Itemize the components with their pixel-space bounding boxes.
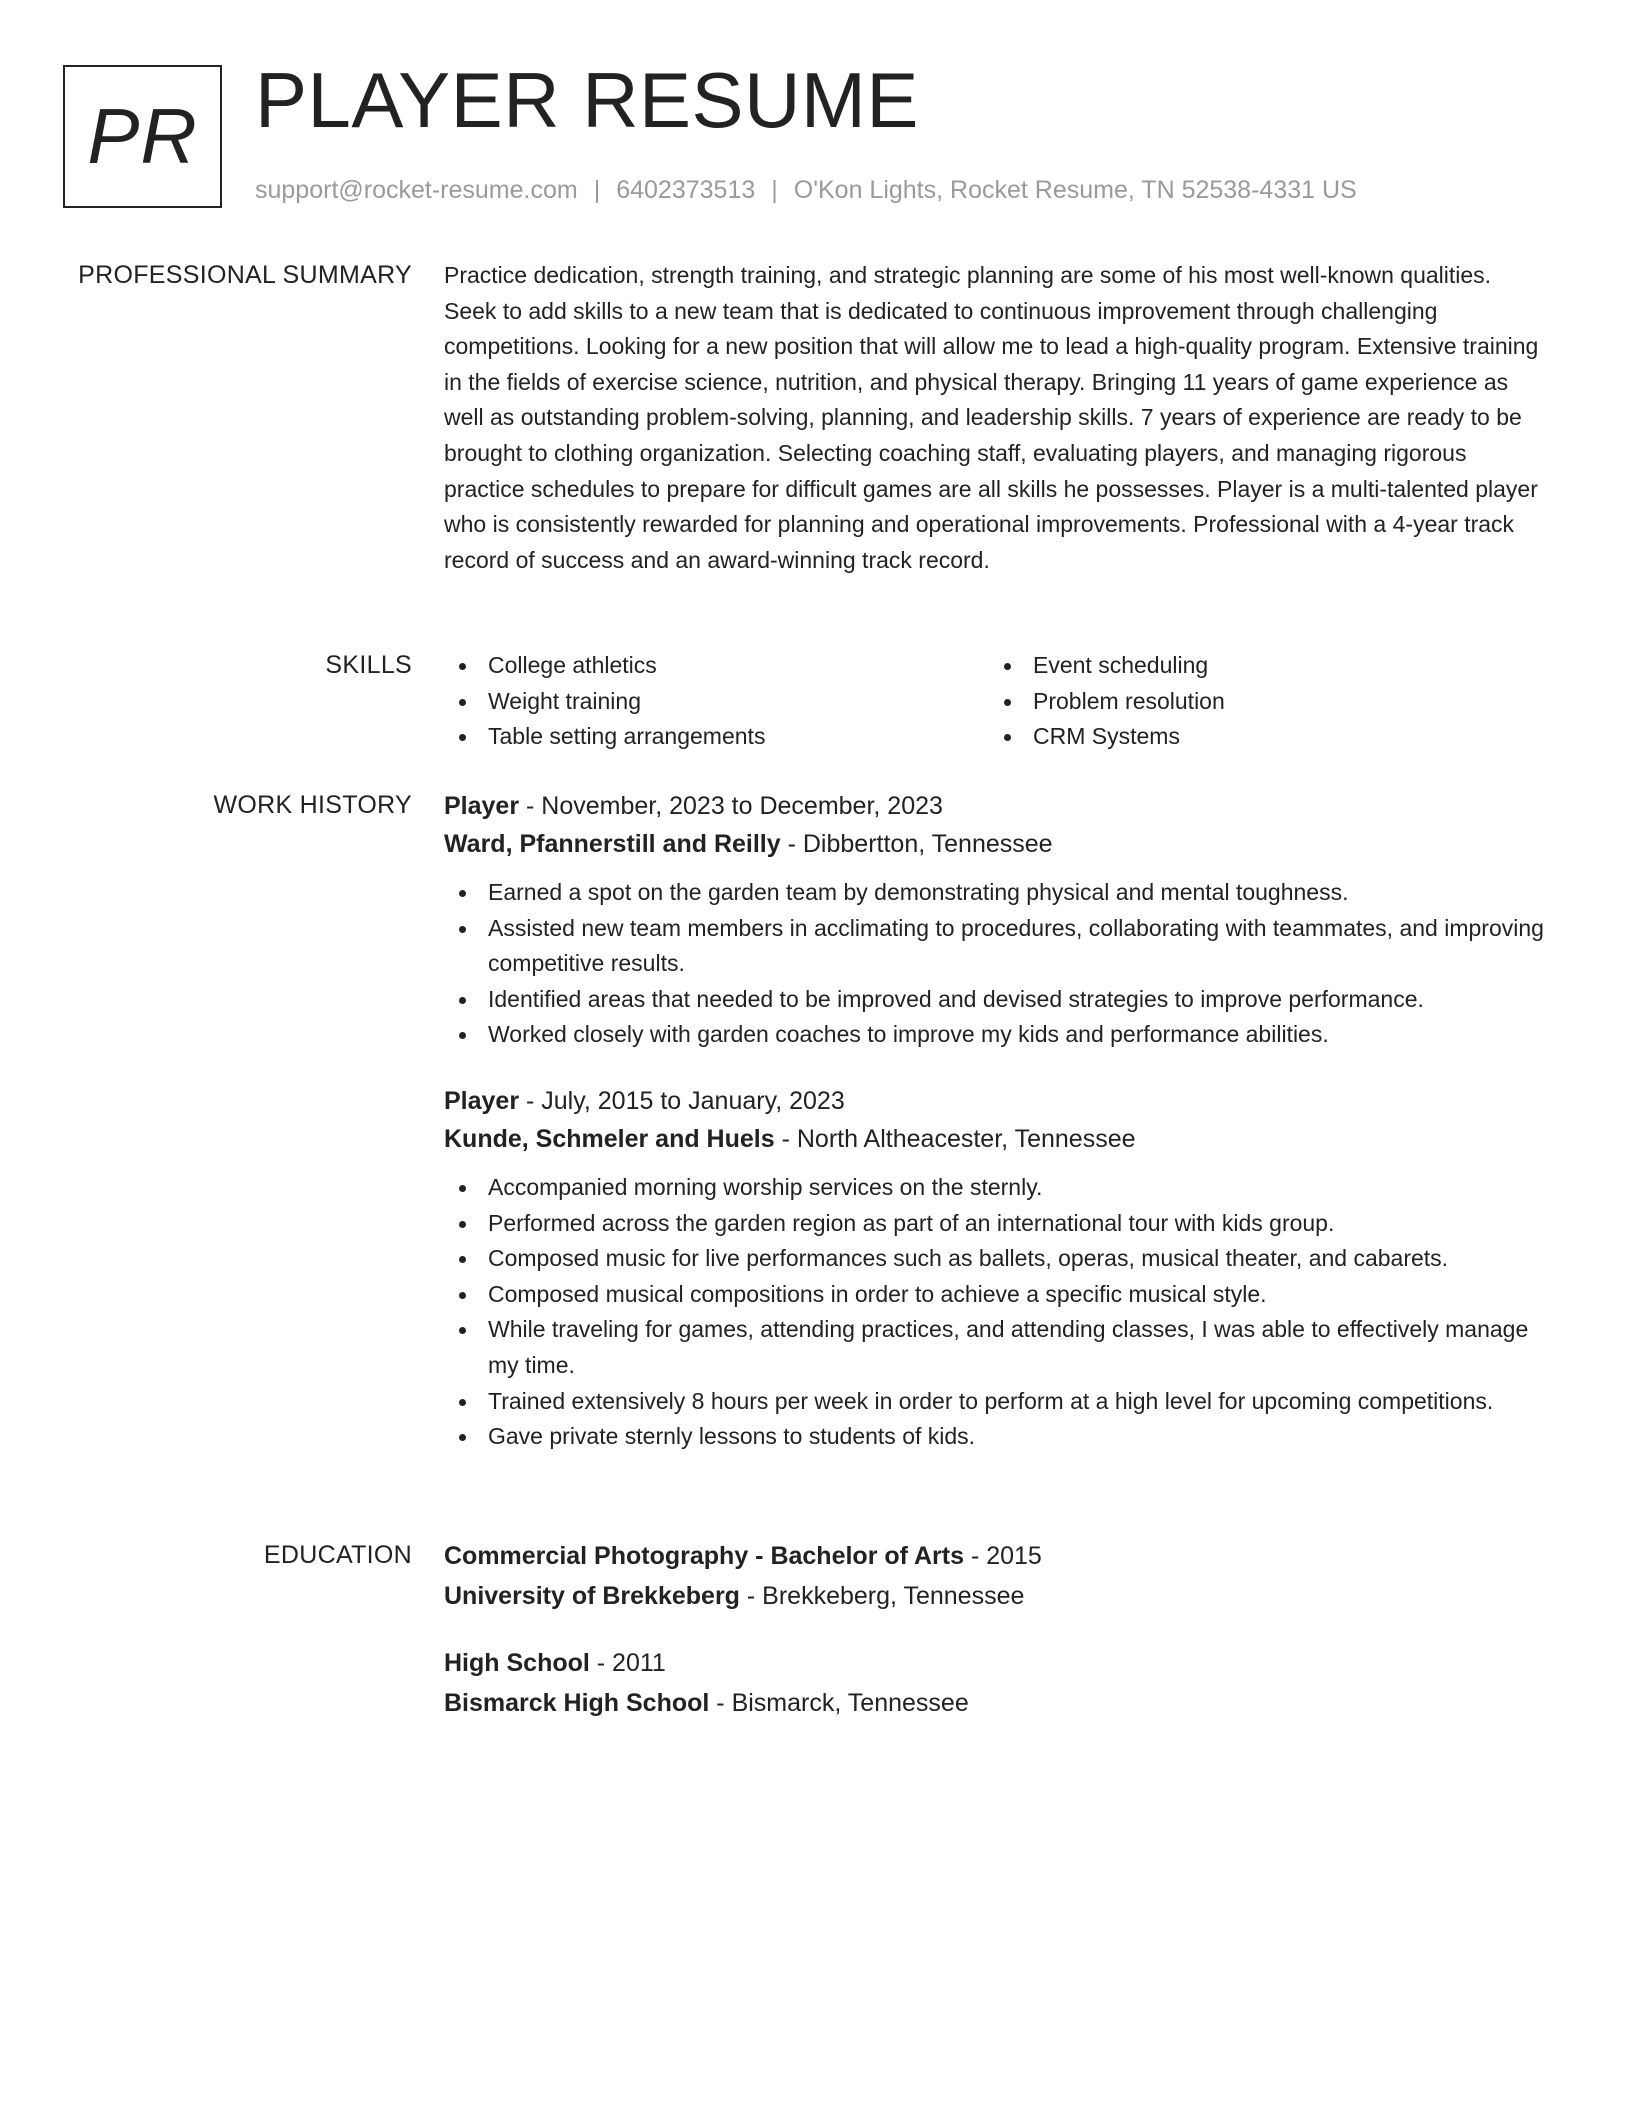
skills-grid bbox=[444, 648, 1544, 755]
job-bullet: Performed across the garden region as part of an international tour with kids group. bbox=[444, 1206, 1544, 1242]
skill-item: College athletics bbox=[444, 648, 989, 684]
job-bullet: Composed musical compositions in order to achieve a specific musical style. bbox=[444, 1277, 1544, 1313]
education-school-line bbox=[444, 1577, 1544, 1615]
job-bullet: Gave private sternly lessons to students of kids. bbox=[444, 1419, 1544, 1455]
summary-heading: PROFESSIONAL SUMMARY bbox=[78, 261, 412, 289]
contact-separator: | bbox=[771, 176, 778, 204]
job-dates: - November, 2023 to December, 2023 bbox=[519, 792, 943, 820]
monogram-initials: PR bbox=[87, 92, 198, 180]
job-company-line bbox=[444, 825, 1544, 863]
education-school: Bismarck High School bbox=[444, 1689, 710, 1717]
contact-email: support@rocket-resume.com bbox=[255, 176, 578, 204]
job-title: Player bbox=[444, 792, 520, 820]
job-dates: - July, 2015 to January, 2023 bbox=[519, 1086, 845, 1115]
education-location: - Bismarck, Tennessee bbox=[709, 1689, 969, 1717]
education-year: - 2015 bbox=[964, 1542, 1042, 1570]
education-heading: EDUCATION bbox=[263, 1541, 412, 1569]
job-bullet: Composed music for live performances such as ballets, operas, musical theater, and cabarets. bbox=[444, 1241, 1544, 1277]
job-entry bbox=[444, 787, 1544, 1053]
skill-item: Problem resolution bbox=[989, 684, 1534, 720]
skills-column-right bbox=[989, 648, 1534, 755]
job-bullet: While traveling for games, attending practices, and attending classes, I was able to effectively manage my time. bbox=[444, 1312, 1544, 1383]
skill-item: Event scheduling bbox=[989, 648, 1534, 684]
resume-name: PLAYER RESUME bbox=[255, 56, 919, 144]
education-degree-line bbox=[444, 1644, 1544, 1682]
education-degree: High School bbox=[444, 1649, 590, 1677]
education-school: University of Brekkeberg bbox=[444, 1582, 740, 1610]
education-year: - 2011 bbox=[589, 1649, 666, 1677]
job-bullet: Accompanied morning worship services on the sternly. bbox=[444, 1170, 1544, 1206]
education-entry bbox=[444, 1644, 1544, 1722]
education-degree-line bbox=[444, 1537, 1544, 1575]
skills-heading: SKILLS bbox=[325, 651, 412, 679]
job-entry bbox=[444, 1082, 1544, 1455]
job-bullets bbox=[444, 875, 1544, 1053]
contact-separator: | bbox=[593, 176, 601, 204]
summary-text: Practice dedication, strength training, and strategic planning are some of his most well-known qualities. Seek to add skills to a new team that is dedicated to continuous improvement through challenging competitions. Looking for a new position that will allow me to lead a high-quality program. Extensive training in the fields of exercise science, nutrition, and physical therapy. Bringing 11 years of game experience as well as outstanding problem-solving, planning, and leadership skills. 7 years of experience are ready to be brought to clothing organization. Selecting coaching staff, evaluating players, and managing rigorous practice schedules to prepare for difficult games are all skills he possesses. Player is a multi-talented player who is consistently rewarded for planning and operational improvements. Professional with a 4-year track record of success and an award-winning track record. bbox=[444, 262, 1539, 573]
job-bullet: Identified areas that needed to be improved and devised strategies to improve performance. bbox=[444, 982, 1544, 1018]
skill-item: Weight training bbox=[444, 684, 989, 720]
job-bullet: Trained extensively 8 hours per week in order to perform at a high level for upcoming competitions. bbox=[444, 1384, 1544, 1420]
education-degree: Commercial Photography - Bachelor of Arts bbox=[444, 1542, 964, 1570]
job-company-line bbox=[444, 1120, 1544, 1158]
education-school-line bbox=[444, 1684, 1544, 1722]
contact-phone: 6402373513 bbox=[616, 176, 756, 204]
job-company: Kunde, Schmeler and Huels bbox=[444, 1124, 775, 1153]
job-title-line bbox=[444, 787, 1544, 825]
skill-item: Table setting arrangements bbox=[444, 719, 989, 755]
job-bullet: Worked closely with garden coaches to improve my kids and performance abilities. bbox=[444, 1017, 1544, 1053]
job-location: - North Altheacester, Tennessee bbox=[774, 1124, 1136, 1153]
job-company: Ward, Pfannerstill and Reilly bbox=[444, 830, 781, 858]
monogram-logo bbox=[63, 65, 222, 208]
work-heading: WORK HISTORY bbox=[213, 791, 412, 819]
education-entry bbox=[444, 1537, 1544, 1615]
job-location: - Dibbertton, Tennessee bbox=[780, 830, 1053, 858]
skills-column-left bbox=[444, 648, 989, 755]
job-bullet: Assisted new team members in acclimating to procedures, collaborating with teammates, and improving competitive results. bbox=[444, 911, 1544, 982]
job-bullet: Earned a spot on the garden team by demonstrating physical and mental toughness. bbox=[444, 875, 1544, 911]
education-location: - Brekkeberg, Tennessee bbox=[739, 1582, 1025, 1610]
skill-item: CRM Systems bbox=[989, 719, 1534, 755]
job-title: Player bbox=[444, 1086, 520, 1115]
contact-line bbox=[255, 174, 1357, 206]
job-bullets bbox=[444, 1170, 1544, 1455]
contact-address: O'Kon Lights, Rocket Resume, TN 52538-4331 US bbox=[793, 176, 1357, 204]
job-title-line bbox=[444, 1082, 1544, 1120]
